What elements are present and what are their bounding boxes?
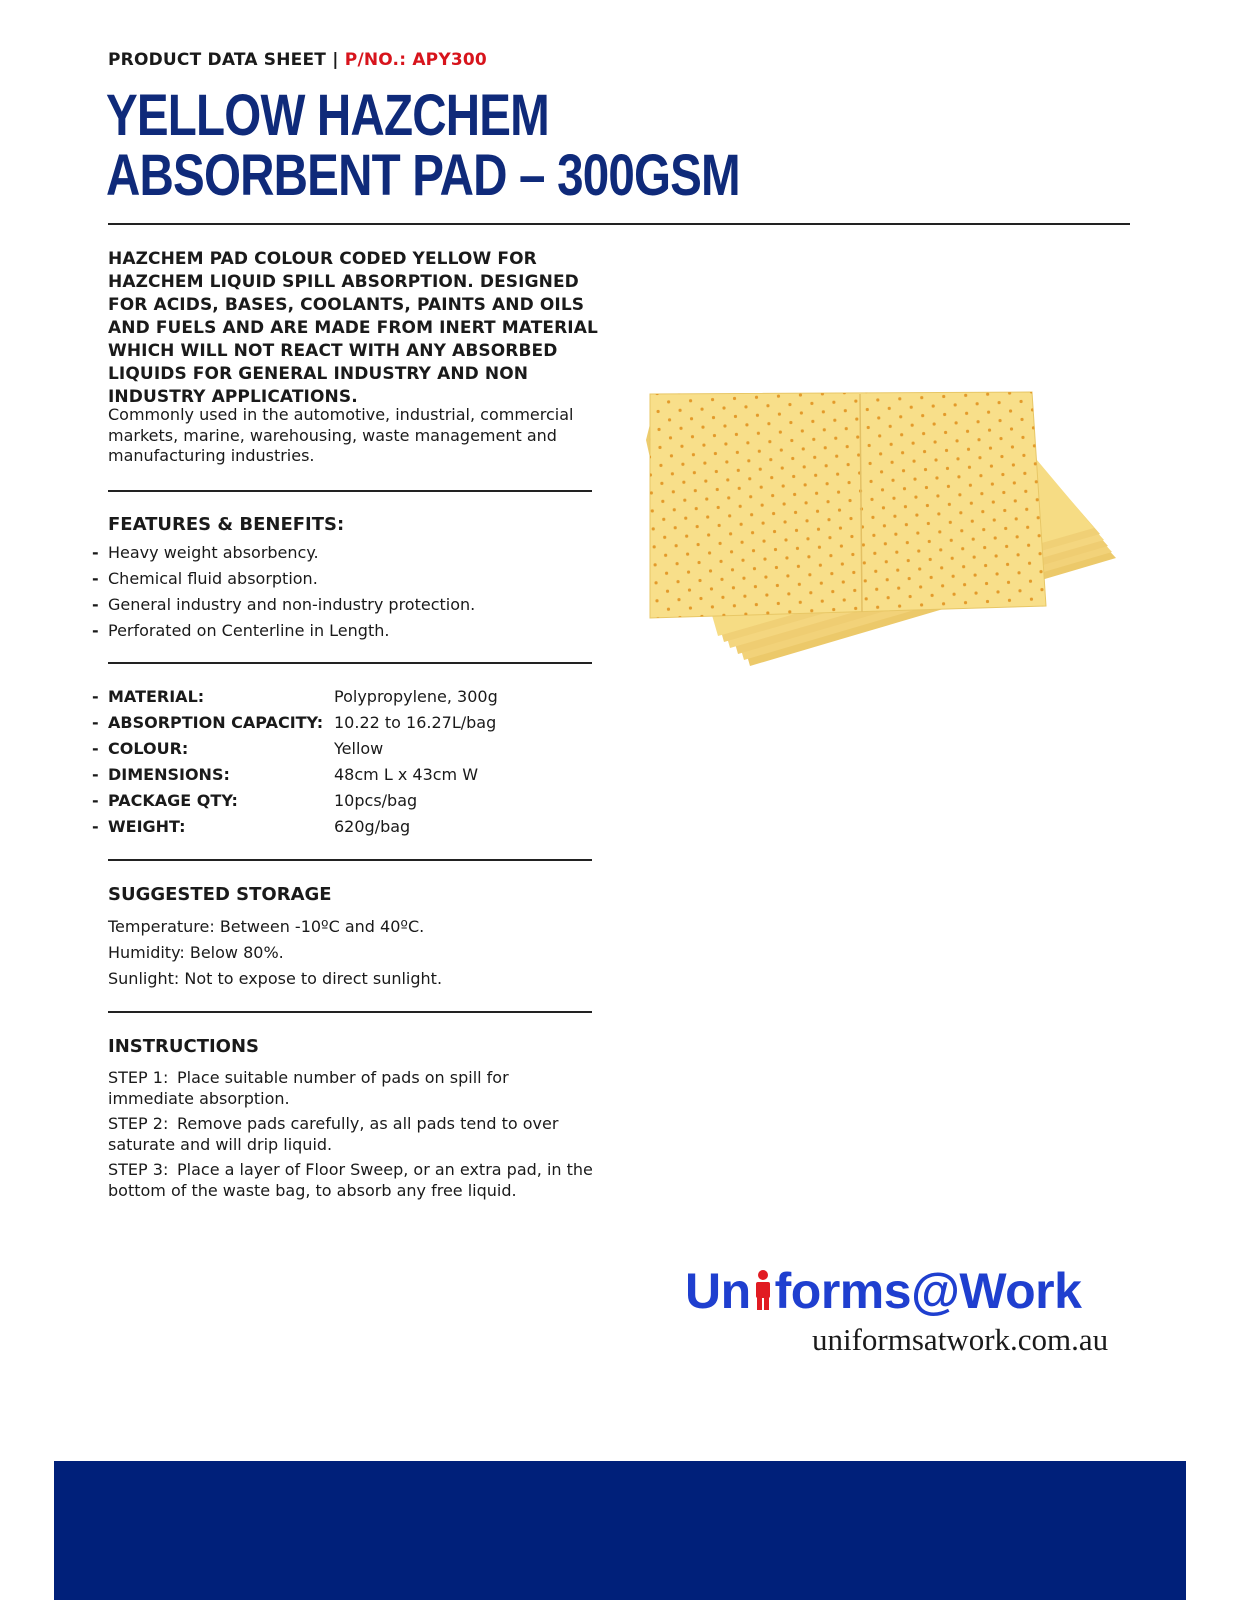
footer-band	[54, 1461, 1186, 1600]
list-item: - Heavy weight absorbency.	[92, 543, 319, 562]
spec-row: - WEIGHT: 620g/bag	[92, 814, 498, 840]
storage-heading: SUGGESTED STORAGE	[108, 884, 332, 905]
features-heading: FEATURES & BENEFITS:	[108, 514, 345, 535]
instruction-step	[108, 1114, 598, 1155]
divider	[108, 662, 592, 664]
spec-label: PACKAGE QTY:	[108, 791, 238, 810]
feature-text: Chemical fluid absorption.	[108, 569, 318, 588]
step-label: STEP 3:	[108, 1160, 169, 1179]
product-title	[106, 83, 740, 208]
intro-body: Commonly used in the automotive, industrial, commercial markets, marine, warehousing, waste management and manufacturing industries.	[108, 405, 574, 465]
step-text: Place suitable number of pads on spill for immediate absorption.	[108, 1068, 509, 1108]
spec-row: - PACKAGE QTY: 10pcs/bag	[92, 788, 498, 814]
document-header	[108, 50, 487, 70]
divider	[108, 859, 592, 861]
title-line-2: ABSORBENT PAD – 300GSM	[106, 143, 740, 208]
list-item: - General industry and non-industry protection.	[92, 595, 476, 614]
spec-label: WEIGHT:	[108, 817, 186, 836]
sheet-label: PRODUCT DATA SHEET	[108, 50, 327, 70]
header-separator: |	[332, 50, 339, 70]
website-link[interactable]: uniformsatwork.com.au	[812, 1322, 1109, 1357]
spec-row: - COLOUR: Yellow	[92, 736, 498, 762]
spec-label: ABSORPTION CAPACITY:	[108, 713, 324, 732]
storage-temperature: Temperature: Between -10ºC and 40ºC.	[108, 917, 425, 936]
spec-value: 48cm L x 43cm W	[334, 765, 479, 784]
divider	[108, 1011, 592, 1013]
spec-label: MATERIAL:	[108, 687, 205, 706]
spec-row: - ABSORPTION CAPACITY: 10.22 to 16.27L/bag	[92, 710, 498, 736]
divider	[108, 490, 592, 492]
step-label: STEP 2:	[108, 1114, 169, 1133]
instructions-heading: INSTRUCTIONS	[108, 1036, 259, 1057]
instruction-step	[108, 1160, 598, 1201]
instructions-steps	[108, 1068, 598, 1206]
features-list	[92, 540, 475, 644]
feature-text: General industry and non-industry protection.	[108, 595, 476, 614]
feature-text: Perforated on Centerline in Length.	[108, 621, 390, 640]
storage-humidity: Humidity: Below 80%.	[108, 943, 284, 962]
absorbent-pad-image	[628, 372, 1140, 672]
spec-value: Polypropylene, 300g	[334, 687, 498, 706]
spec-value: 10pcs/bag	[334, 791, 418, 810]
specs-list	[92, 684, 498, 840]
spec-value: 10.22 to 16.27L/bag	[334, 713, 497, 732]
list-item: - Chemical fluid absorption.	[92, 569, 318, 588]
part-number: P/NO.: APY300	[344, 50, 487, 70]
spec-label: DIMENSIONS:	[108, 765, 230, 784]
brand-suffix: forms@Work	[774, 1263, 1082, 1319]
spec-row: - MATERIAL: Polypropylene, 300g	[92, 684, 498, 710]
title-divider	[108, 223, 1130, 225]
step-text: Remove pads carefully, as all pads tend to over saturate and will drip liquid.	[108, 1114, 559, 1154]
step-label: STEP 1:	[108, 1068, 169, 1087]
brand-prefix: Un	[685, 1263, 751, 1319]
storage-sunlight: Sunlight: Not to expose to direct sunlight.	[108, 969, 443, 988]
step-text: Place a layer of Floor Sweep, or an extra pad, in the bottom of the waste bag, to absorb any free liquid.	[108, 1160, 593, 1200]
instruction-step	[108, 1068, 598, 1109]
intro-lead: HAZCHEM PAD COLOUR CODED YELLOW FOR HAZCHEM LIQUID SPILL ABSORPTION. DESIGNED FOR ACIDS, BASES, COOLANTS, PAINTS AND OILS AND FUELS AND ARE MADE FROM INERT MATERIAL WHICH WILL NOT REACT WITH ANY ABSORBED LIQUIDS FOR GENERAL INDUSTRY AND NON INDUSTRY APPLICATIONS.	[108, 249, 598, 407]
brand-logo	[685, 1262, 1081, 1323]
person-icon	[751, 1265, 775, 1323]
feature-text: Heavy weight absorbency.	[108, 543, 319, 562]
list-item: - Perforated on Centerline in Length.	[92, 621, 390, 640]
storage-lines	[108, 914, 598, 992]
spec-value: 620g/bag	[334, 817, 411, 836]
title-line-1: YELLOW HAZCHEM	[106, 83, 549, 148]
spec-label: COLOUR:	[108, 739, 189, 758]
spec-row: - DIMENSIONS: 48cm L x 43cm W	[92, 762, 498, 788]
spec-value: Yellow	[334, 739, 384, 758]
